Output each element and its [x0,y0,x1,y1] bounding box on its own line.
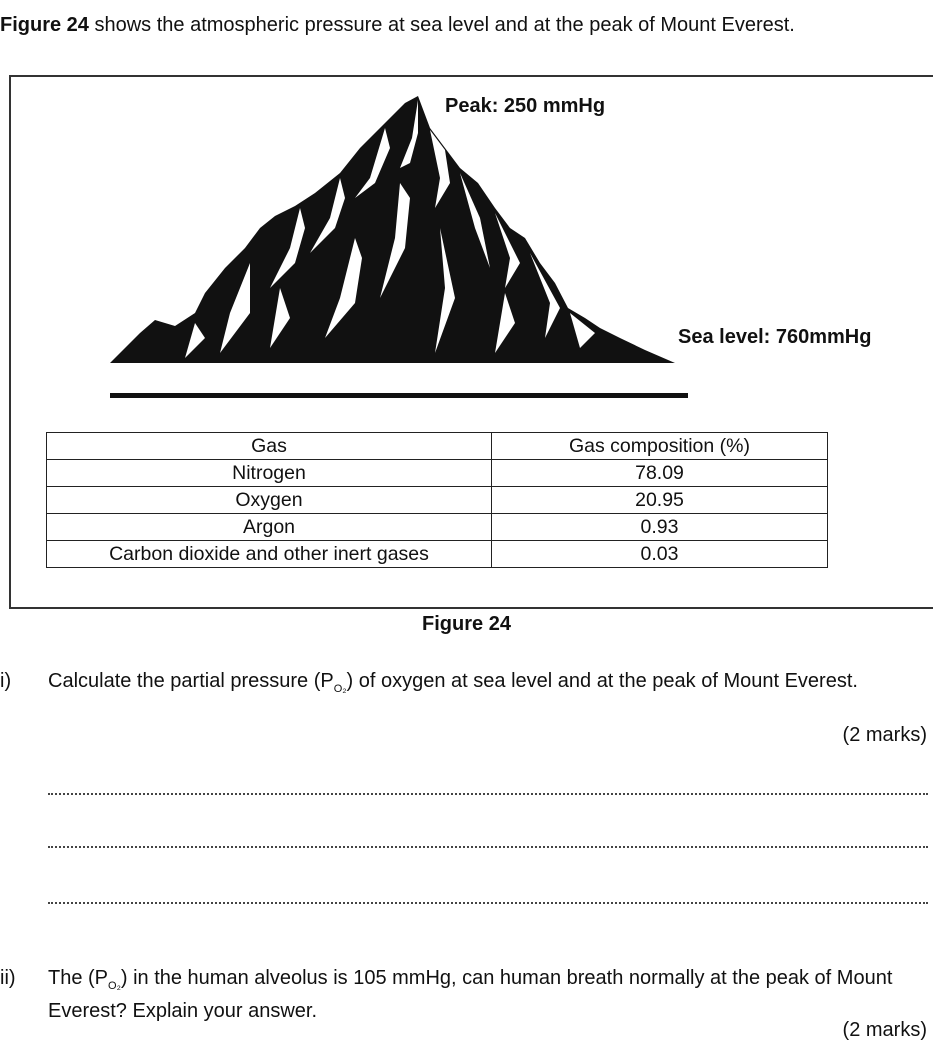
gas-name: Oxygen [47,487,492,514]
header-composition: Gas composition (%) [492,433,828,460]
peak-pressure-label: Peak: 250 mmHg [445,95,606,117]
table-row [47,514,828,541]
question-i [0,669,933,729]
intro-sentence [0,14,795,37]
question-number: i) [0,670,12,692]
gas-percent: 20.95 [492,487,828,514]
gas-percent: 78.09 [492,460,828,487]
mountain-illustration [100,88,680,378]
table-row [47,487,828,514]
question-text: The $(P_{O_2})$ in the human alveolus is 105 mmHg, can human breath normally at the peak of Mount Everest? Explain your answer. [48,967,893,1022]
gas-name: Argon [47,514,492,541]
answer-line[interactable] [48,902,928,904]
gas-percent: 0.93 [492,514,828,541]
marks-label: (2 marks) [842,1019,927,1041]
gas-percent: 0.03 [492,541,828,568]
sea-level-pressure-label: Sea level: 760mmHg [678,326,872,348]
mountain-silhouette [110,96,675,363]
gas-name: Carbon dioxide and other inert gases [47,541,492,568]
answer-line[interactable] [48,846,928,848]
question-ii [0,966,933,1021]
intro-text: shows the atmospheric pressure at sea level and at the peak of Mount Everest. [88,14,795,36]
figure-caption: Figure 24 [422,613,511,635]
question-number: ii) [0,967,16,989]
table-row [47,541,828,568]
marks-label: (2 marks) [842,724,927,746]
header-gas: Gas [47,433,492,460]
table-row [47,460,828,487]
question-text: Calculate the partial pressure $(P_{O_2})$ of oxygen at sea level and at the peak of Mount Everest. [48,670,858,695]
answer-line[interactable] [48,793,928,795]
ground-line [110,393,688,398]
table-header-row [47,433,828,460]
gas-name: Nitrogen [47,460,492,487]
gas-composition-table [46,432,828,568]
figure-reference: Figure 24 [0,14,89,36]
